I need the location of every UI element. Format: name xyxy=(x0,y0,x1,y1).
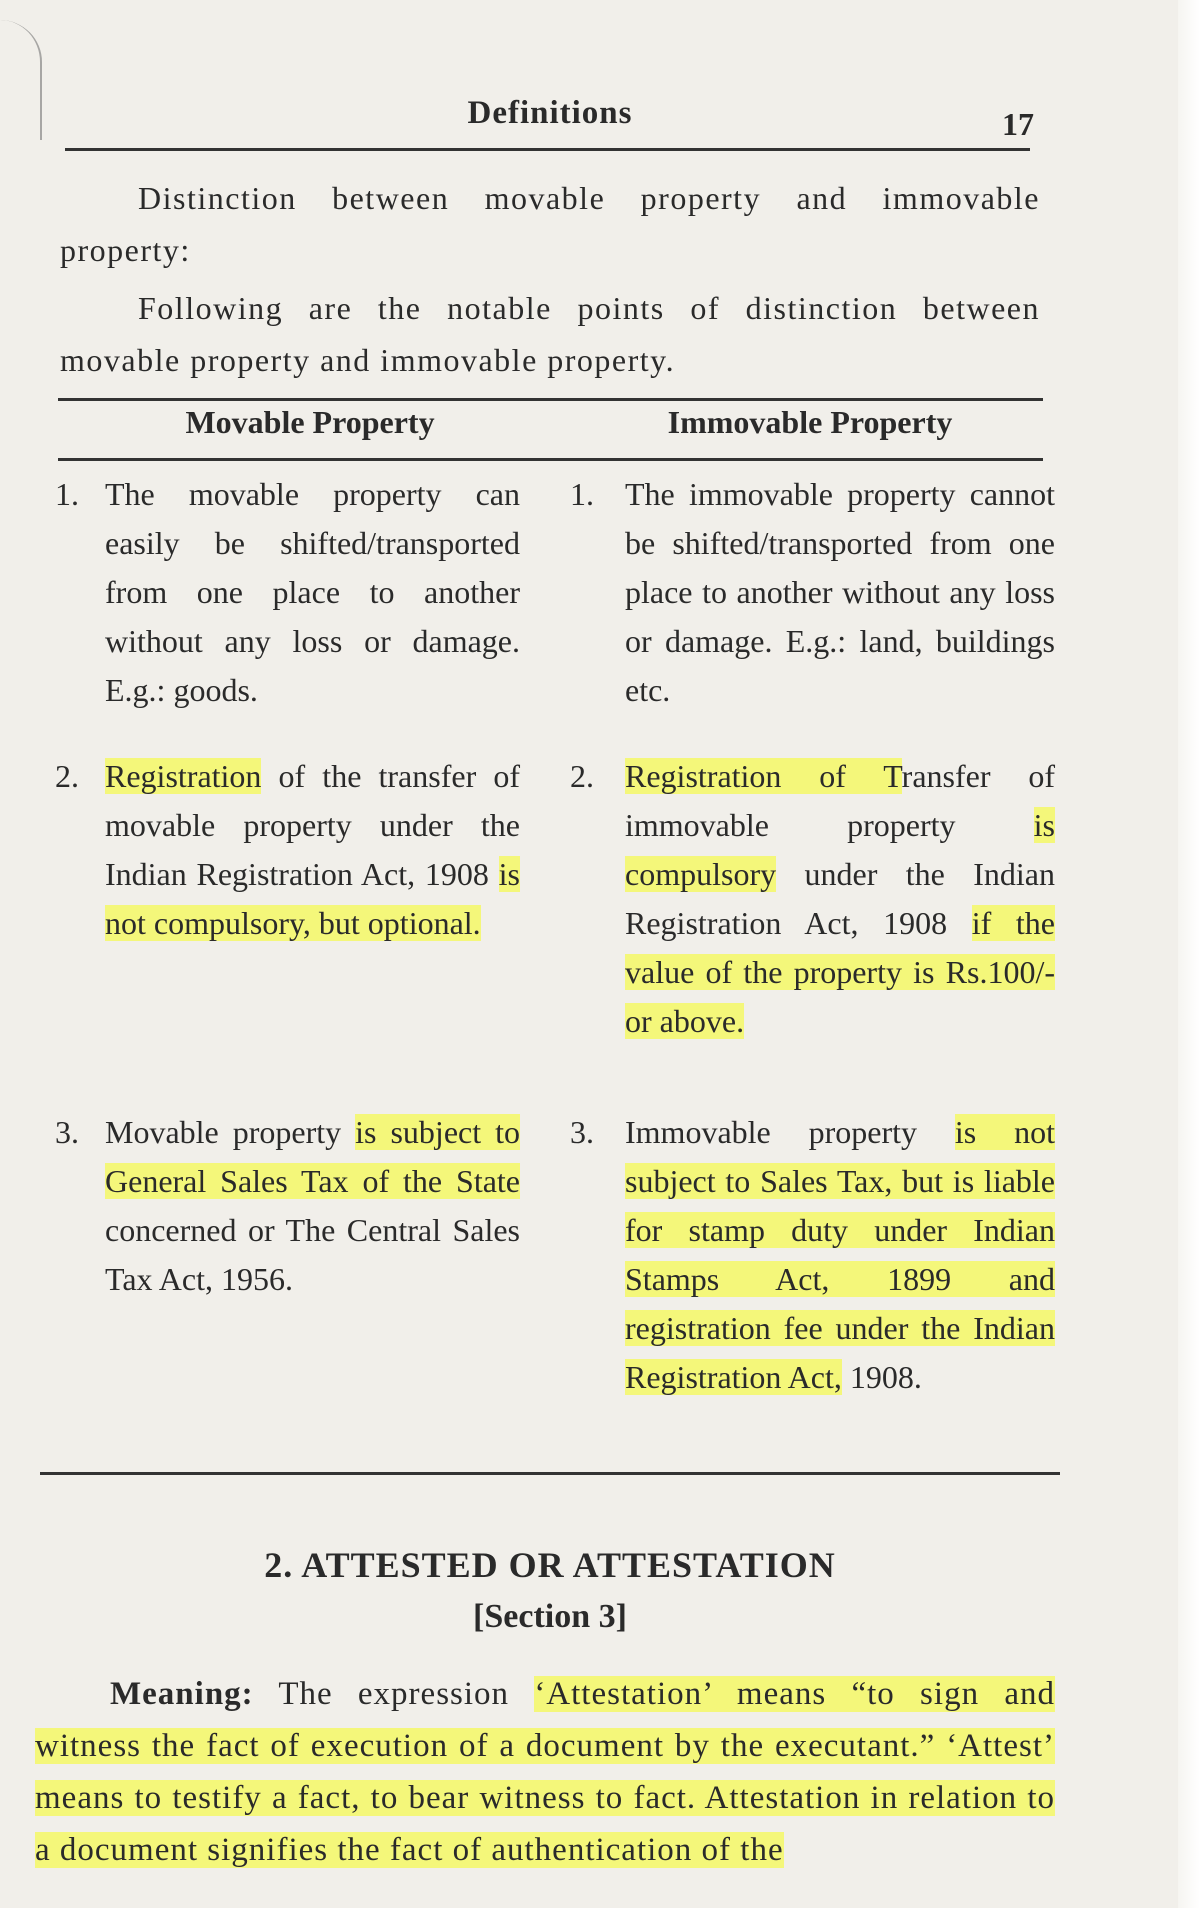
plain-text: Movable property xyxy=(105,1114,356,1150)
table-bottom-rule xyxy=(40,1472,1060,1475)
meaning-paragraph xyxy=(35,1668,1055,1876)
plain-text: under the Indian Registration Act, 1908 xyxy=(625,856,1055,941)
section-title: 2. ATTESTED OR ATTESTATION xyxy=(264,1545,836,1585)
highlighted-text: is not compulsory, but optional. xyxy=(105,856,520,941)
meaning-label: Meaning: xyxy=(110,1676,254,1712)
plain-text: concerned or The Central Sales Tax Act, 1956. xyxy=(105,1212,520,1297)
highlighted-text: is not subject to Sales Tax, but is liable for stamp duty under Indian Stamps Act, 1899 and registration fee under the Indian Registration Act, xyxy=(625,1114,1055,1395)
header-rule xyxy=(65,148,1030,151)
page-number: 17 xyxy=(1002,106,1034,142)
plain-text: The expression xyxy=(253,1676,535,1712)
intro-lead-paragraph: Following are the notable points of distinction between movable property and immovable property. xyxy=(60,290,1040,378)
cell-text: The immovable property cannot be shifted/transported from one place to another without any loss or damage. E.g.: land, buildings etc. xyxy=(625,476,1055,708)
running-head: Definitions xyxy=(467,95,633,131)
highlighted-text: ‘Attestation’ means “to sign and witness the fact of execution of a document by the executant.” ‘Attest’ means to testify a fact, to bear witness to fact. Attestation in relation to a document signifies the fact of authentication of the xyxy=(35,1676,1055,1868)
highlighted-text: Registration xyxy=(105,758,262,794)
row-number: 2. xyxy=(570,758,594,794)
row-number: 2. xyxy=(55,758,79,794)
highlighted-text: if the value of the property is Rs.100/- or above. xyxy=(625,905,1055,1039)
cell-text xyxy=(625,752,1055,1046)
row-number: 3. xyxy=(55,1114,79,1150)
section-subtitle: [Section 3] xyxy=(473,1598,627,1635)
highlighted-text: Registration of T xyxy=(625,758,902,794)
cell-text: The movable property can easily be shifted/transported from one place to another without any loss or damage. E.g.: goods. xyxy=(105,476,520,708)
plain-text: 1908. xyxy=(841,1359,922,1395)
table-header-rule xyxy=(58,458,1043,461)
row-number: 1. xyxy=(55,476,79,512)
cell-text xyxy=(105,1108,520,1304)
table-top-rule xyxy=(58,398,1043,401)
column-header-movable: Movable Property xyxy=(185,404,435,440)
plain-text: of the transfer of movable property under the Indian Registration Act, 1908 xyxy=(105,758,520,892)
page-edge xyxy=(1178,0,1200,1908)
highlighted-text: is subject to General Sales Tax of the State xyxy=(105,1114,520,1199)
plain-text: Immovable property xyxy=(625,1114,955,1150)
cell-text xyxy=(625,1108,1055,1402)
intro-heading-paragraph: Distinction between movable property and immovable property: xyxy=(60,180,1040,268)
highlighted-text: is compulsory xyxy=(625,807,1055,892)
column-header-immovable: Immovable Property xyxy=(667,404,953,440)
row-number: 1. xyxy=(570,476,594,512)
cell-text xyxy=(105,752,520,948)
plain-text: ransfer of immovable property xyxy=(625,758,1056,843)
row-number: 3. xyxy=(570,1114,594,1150)
